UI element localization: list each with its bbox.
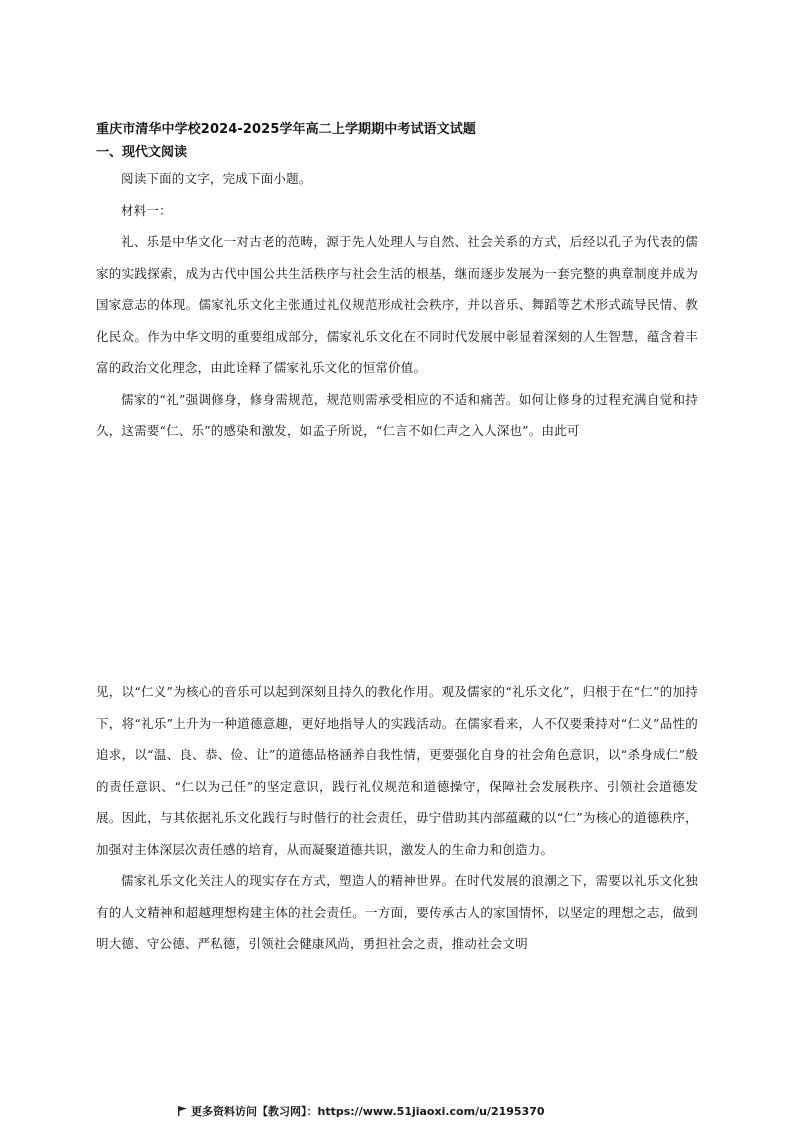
section-heading: 一、现代文阅读 (96, 145, 188, 160)
paragraph: 儒家礼乐文化关注人的现实存在方式，塑造人的精神世界。在时代发展的浪潮之下，需要以礼乐文化独有的人文精神和超越理想构建主体的社会责任。一方面，要传承古人的家国情怀，以坚定的理想之志，做到明大德、守公德、严私德，引领社会健康风尚，勇担社会之责，推动社会文明 (96, 873, 698, 951)
footer-text[interactable]: 更多资料访问【教习网】：https://www.51jiaoxi.com/u/2195370 (191, 1105, 545, 1118)
text-block-top (96, 163, 698, 447)
paragraph: 礼、乐是中华文化一对古老的范畴，源于先人处理人与自然、社会关系的方式，后经以孔子为代表的儒家的实践探索，成为古代中国公共生活秩序与社会生活的根基，继而逐步发展为一套完整的典章制度并成为国家意志的体现。儒家礼乐文化主张通过礼仪规范形成社会秩序，并以音乐、舞蹈等艺术形式疏导民情、教化民众。作为中华文明的重要组成部分，儒家礼乐文化在不同时代发展中彰显着深刻的人生智慧，蕴含着丰富的政治文化理念，由此诠释了儒家礼乐文化的恒常价值。 (96, 234, 698, 375)
document-title: 重庆市清华中学校2024-2025学年高二上学期期中考试语文试题 (96, 122, 476, 137)
footer-link[interactable] (178, 1105, 545, 1119)
text-block-bottom (96, 676, 698, 960)
paragraph-continued: 见，以“仁义”为核心的音乐可以起到深刻且持久的教化作用。观及儒家的“礼乐文化”，归根于在“仁”的加持下，将“礼乐”上升为一种道德意趣，更好地指导人的实践活动。在儒家看来，人不仅要秉持对“仁义”品性的追求，以“温、良、恭、俭、让”的道德品格涵养自我性情，更要强化自身的社会角色意识，以“杀身成仁”般的责任意识、“仁以为己任”的坚定意识，践行礼仪规范和道德操守，保障社会发展秩序、引领社会道德发展。因此，与其依据礼乐文化践行与时偕行的社会责任，毋宁借助其内部蕴藏的以“仁”为核心的道德秩序，加强对主体深层次责任感的培育，从而凝聚道德共识，激发人的生命力和创造力。 (96, 684, 698, 857)
flag-icon (178, 1106, 187, 1116)
material-label: 材料一： (121, 202, 172, 218)
instruction-text: 阅读下面的文字，完成下面小题。 (121, 171, 312, 186)
paragraph: 儒家的“礼”强调修身，修身需规范，规范则需承受相应的不适和痛苦。如何让修身的过程充满自觉和持久，这需要“仁、乐”的感染和激发，如孟子所说，“仁言不如仁声之入人深也”。由此可 (96, 391, 698, 438)
